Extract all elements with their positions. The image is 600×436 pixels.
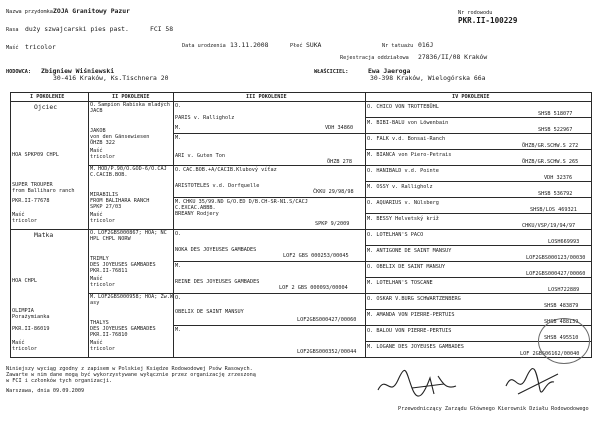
- sire-color-label: Maść: [12, 212, 25, 218]
- color-label: Maść: [6, 45, 19, 51]
- gen3-l3: C.EXCAC.ABBB.: [175, 205, 216, 211]
- col-divider-1: [88, 92, 89, 358]
- gen3-l3: M.: [175, 125, 182, 131]
- gen2-line8: tricolor: [90, 282, 115, 288]
- sire-color: tricolor: [12, 218, 37, 224]
- gen4-name: O. AQUARIUS v. Nülsberg: [367, 200, 439, 206]
- signature-registry-head: [498, 364, 568, 402]
- gen4-name: M. BESSY Helvetský kríž: [367, 216, 439, 222]
- sire-name-2: from Balliharo ranch: [12, 188, 75, 194]
- dam-reg: PKR.II-86019: [12, 326, 50, 332]
- gen4-name: O. OSKAR V.BURG SCHWARTZENBERG: [367, 296, 461, 302]
- gen3-l3: ARISTOTELES v.d. Dorfquelle: [175, 183, 260, 189]
- gen3-l4: LOF2 GBS 000253/00045: [283, 253, 349, 259]
- gen4-name: O. OBELIX DE SAINT MANSUY: [367, 264, 446, 270]
- gen3-l2: REINE DES JOYEUSES GAMBADES: [175, 279, 260, 285]
- col-header-gen1: I POKOLENIE: [30, 94, 65, 100]
- signature-1-label: Przewodniczący Zarządu Głównego: [398, 406, 495, 412]
- gen4-reg: SHSB 518077: [538, 111, 573, 117]
- gen3-l4: LOF2GBS000352/00044: [297, 349, 357, 355]
- fci-value: FCI 58: [150, 25, 174, 33]
- gen3-l5: SPKP 9/2009: [315, 221, 350, 227]
- gen2-line3: C.CACIB.BOB.: [90, 172, 128, 178]
- gen4-name: M. LOTELHAN'S TOSCANE: [367, 280, 433, 286]
- gen2-line8: tricolor: [90, 218, 115, 224]
- gen4-line: [365, 213, 592, 214]
- gen4-line: [365, 309, 592, 310]
- col-header-gen4: IV POKOLENIE: [452, 94, 490, 100]
- tattoo-label: Nr tatuażu: [382, 43, 414, 49]
- breeder-kennel-value: ZOJA Granitowy Pazur: [53, 7, 130, 15]
- gen4-reg: ÖHZB/GR.SCHW.S 265: [522, 159, 579, 165]
- dam-titles: HOA CHPL: [12, 278, 37, 284]
- dam-name-2: Porażymianka: [12, 314, 50, 320]
- gen3-l4: LOF2GBS000427/00060: [297, 317, 357, 323]
- gen2-line7: Maść: [90, 212, 103, 218]
- gen2-line5: DES JOYEUSES GAMBADES: [90, 326, 156, 332]
- color-value: tricolor: [25, 43, 56, 51]
- sire-titles: HOA SPKP09 CHPL: [12, 152, 59, 158]
- gen2-line2: HOD/P.90/O.GOD-6/O.CAJ: [98, 166, 167, 172]
- gen4-reg: CHKU/VSP/19/94/97: [522, 223, 576, 229]
- gen3-l4: ÖHZB 278: [327, 159, 352, 165]
- gen2-line1: O.: [90, 230, 97, 236]
- tattoo-value: 016J: [418, 41, 434, 49]
- gen2-line6: ÖHZB 322: [90, 140, 115, 146]
- gen2-line4: JAKOB: [90, 128, 106, 134]
- gen3-l2: CAC.BOB.+A/CACIB.Klubový víťaz: [183, 167, 277, 173]
- gen3-l1: M.: [175, 263, 182, 269]
- footer-line-2: Zawarte w nim dane mogą być wykorzystywane wyłącznie przez organizację zrzeszoną: [6, 372, 256, 378]
- gen2-line8: tricolor: [90, 154, 115, 160]
- col-divider-3: [365, 92, 366, 358]
- gen3-line-7: [173, 325, 592, 326]
- gen3-l4: LOF 2 GBS 000093/00004: [279, 285, 348, 291]
- footer-line-1: Niniejszy wyciąg zgodny z zapisem w Polskiej Księdze Rodowodowej Psów Rasowych.: [6, 366, 253, 372]
- footer-date: Warszawa, dnia 09.09.2009: [6, 388, 85, 394]
- dam-label: Matka: [34, 231, 54, 239]
- breeder-name: Zbigniew Wiśniewski: [41, 67, 115, 75]
- gen4-reg: ÖHZB/GR.SCHW.S 272: [522, 143, 579, 149]
- gen2-line1: O.: [90, 102, 97, 108]
- gen3-l1: M.: [175, 135, 182, 141]
- owner-address-text: 30-398 Kraków, Wielogórska 66a: [370, 74, 486, 82]
- gen4-reg: SHSB 488139: [544, 319, 579, 325]
- gen4-reg: LOSH722889: [548, 287, 580, 293]
- gen4-name: M. OSSY v. Ralligholz: [367, 184, 433, 190]
- breed-label: Rasa: [6, 27, 19, 33]
- gen4-name: M. BIBI-BALU von Löwenbain: [367, 120, 449, 126]
- gen3-l2: NOKA DES JOYEUSES GAMBADES: [175, 247, 257, 253]
- sire-name-1: SUPER TROUPER: [12, 182, 53, 188]
- birth-date-label: Data urodzenia: [182, 43, 226, 49]
- gen2-line7: Maść: [90, 276, 103, 282]
- gen3-line-3: [173, 197, 592, 198]
- gen3-l2: ARI v. Guten Ton: [175, 153, 225, 159]
- gen2-line3: JACB: [90, 108, 103, 114]
- gen4-reg: LOF2GBS000123/00030: [526, 255, 586, 261]
- footer-line-3: w FCI i członków tych organizacji.: [6, 378, 113, 384]
- gen4-reg: SHSB 536792: [538, 191, 573, 197]
- gen3-l4: VDH 34860: [325, 125, 354, 131]
- pedigree-number-label: Nr rodowodu: [458, 10, 493, 16]
- sex-value: SUKA: [306, 41, 322, 49]
- gen4-name: O. BALOU VON PIERRE-PERTUIS: [367, 328, 452, 334]
- gen2-line7: Maść: [90, 340, 103, 346]
- gen2-line6: PKR.II-76810: [90, 332, 128, 338]
- gen4-name: M. LOGANE DES JOYEUSES GAMBADES: [367, 344, 464, 350]
- gen2-line6: PKR.II-76811: [90, 268, 128, 274]
- gen2-line2: LOF2GBS000958; HOA; Zw.W: [98, 294, 173, 300]
- col-divider-2: [173, 92, 174, 358]
- gen2-line1: M.: [90, 294, 97, 300]
- gen4-reg: SHSB 483879: [544, 303, 579, 309]
- gen3-l2: OBELIX DE SAINT MANSUY: [175, 309, 244, 315]
- owner-name: Ewa Jaeroga: [368, 67, 411, 75]
- gen4-name: O. HANIBALD v.d. Pointe: [367, 168, 439, 174]
- gen3-l1: M.: [175, 327, 182, 333]
- gen4-reg: SHSB 522967: [538, 127, 573, 133]
- sire-reg: PKR.II-77678: [12, 198, 50, 204]
- gen3-l1: O.: [175, 231, 182, 237]
- signature-chairman: [372, 364, 462, 404]
- gen2-line6: SPKP 27/03: [90, 204, 122, 210]
- sex-label: Płeć: [290, 43, 303, 49]
- gen2-line5: von den Gänsewiesen: [90, 134, 150, 140]
- gen3-l1: O.: [175, 103, 182, 109]
- owner-label: WŁAŚCICIEL:: [314, 69, 349, 75]
- gen4-reg: LOSH669993: [548, 239, 580, 245]
- gen3-l2: PARIS v. Ralligholz: [175, 115, 235, 121]
- signature-2-label: Kierownik Działu Rodowodowego: [498, 406, 589, 412]
- pedigree-number-value: PKR.II-100229: [458, 16, 518, 25]
- gen3-line-5: [173, 261, 592, 262]
- gen2-line4: TRIMLY: [90, 256, 109, 262]
- gen3-l1: O.: [175, 295, 182, 301]
- gen4-name: M. ANTIGONE DE SAINT MANSUY: [367, 248, 452, 254]
- breed-value: duży szwajcarski pies past.: [25, 25, 129, 33]
- registration-value: 27836/II/08 Kraków: [418, 53, 488, 61]
- gen2-line5: DES JOYEUSES GAMBADES: [90, 262, 156, 268]
- official-stamp: [538, 318, 590, 364]
- gen2-line4: THALYS: [90, 320, 109, 326]
- gen2-line7: Maść: [90, 148, 103, 154]
- gen4-line: [365, 117, 592, 118]
- gen4-reg: LOF 2GBS06162/00040: [520, 351, 580, 357]
- gen2-line8: tricolor: [90, 346, 115, 352]
- gen4-line: [365, 181, 592, 182]
- gen2-line2: LOF2GBS000867; HOA; NC: [98, 230, 167, 236]
- gen3-line-1: [173, 133, 592, 134]
- registration-label: Rejestracja oddziałowa: [340, 55, 409, 61]
- gen3-l2: CHKU 35/99.ND G/O.ED D/B.CH-SR-N1.S/CACJ: [183, 199, 308, 205]
- gen4-line: [365, 149, 592, 150]
- gen2-line1: M.: [90, 166, 97, 172]
- breeder-label: HODOWCA:: [6, 69, 31, 75]
- gen2-line3: HPL CHPL NORW: [90, 236, 131, 242]
- gen4-name: O. LOTELHAN'S PACO: [367, 232, 424, 238]
- gen2-line5: FROM BALIHARA RANCH: [90, 198, 150, 204]
- col-header-gen3: III POKOLENIE: [246, 94, 287, 100]
- gen2-line2: Šampion Rabiska mladých: [98, 102, 170, 108]
- gen4-name: O. CHICO VON TROTTEBÜHL: [367, 104, 439, 110]
- gen4-reg: LOF2GBS000427/00060: [526, 271, 586, 277]
- gen2-line3: asy: [90, 300, 100, 306]
- breeder-address: 30-416 Kraków, Ks.Tischnera 20: [53, 74, 169, 82]
- dam-color-label: Maść: [12, 340, 25, 346]
- birth-date-value: 13.11.2008: [230, 41, 269, 49]
- gen4-name: M. AMANDA VON PIERRE-PERTUIS: [367, 312, 455, 318]
- gen4-name: O. FALK v.d. Bonsai-Ranch: [367, 136, 446, 142]
- gen2-line4: MIRABILIS: [90, 192, 119, 198]
- gen4-reg: VDH 32376: [544, 175, 573, 181]
- sire-label: Ojciec: [34, 103, 58, 111]
- gen3-l4: BREANY Rodjery: [175, 211, 219, 217]
- gen3-l1: O.: [175, 167, 182, 173]
- dam-color: tricolor: [12, 346, 37, 352]
- gen4-reg: SHSB/LOS 469321: [530, 207, 577, 213]
- dam-name-1: OLIMPIA: [12, 308, 34, 314]
- gen3-l1: M.: [175, 199, 182, 205]
- gen4-reg: SHSB 495510: [544, 335, 579, 341]
- gen4-line: [365, 245, 592, 246]
- gen3-l4: ČKKU 29/98/98: [313, 189, 354, 195]
- gen4-line: [365, 277, 592, 278]
- breeder-kennel-label: Nazwa przydomka: [6, 9, 53, 15]
- col-header-gen2: II POKOLENIE: [112, 94, 150, 100]
- gen4-name: M. BIANCA von Piero-Petrais: [367, 152, 452, 158]
